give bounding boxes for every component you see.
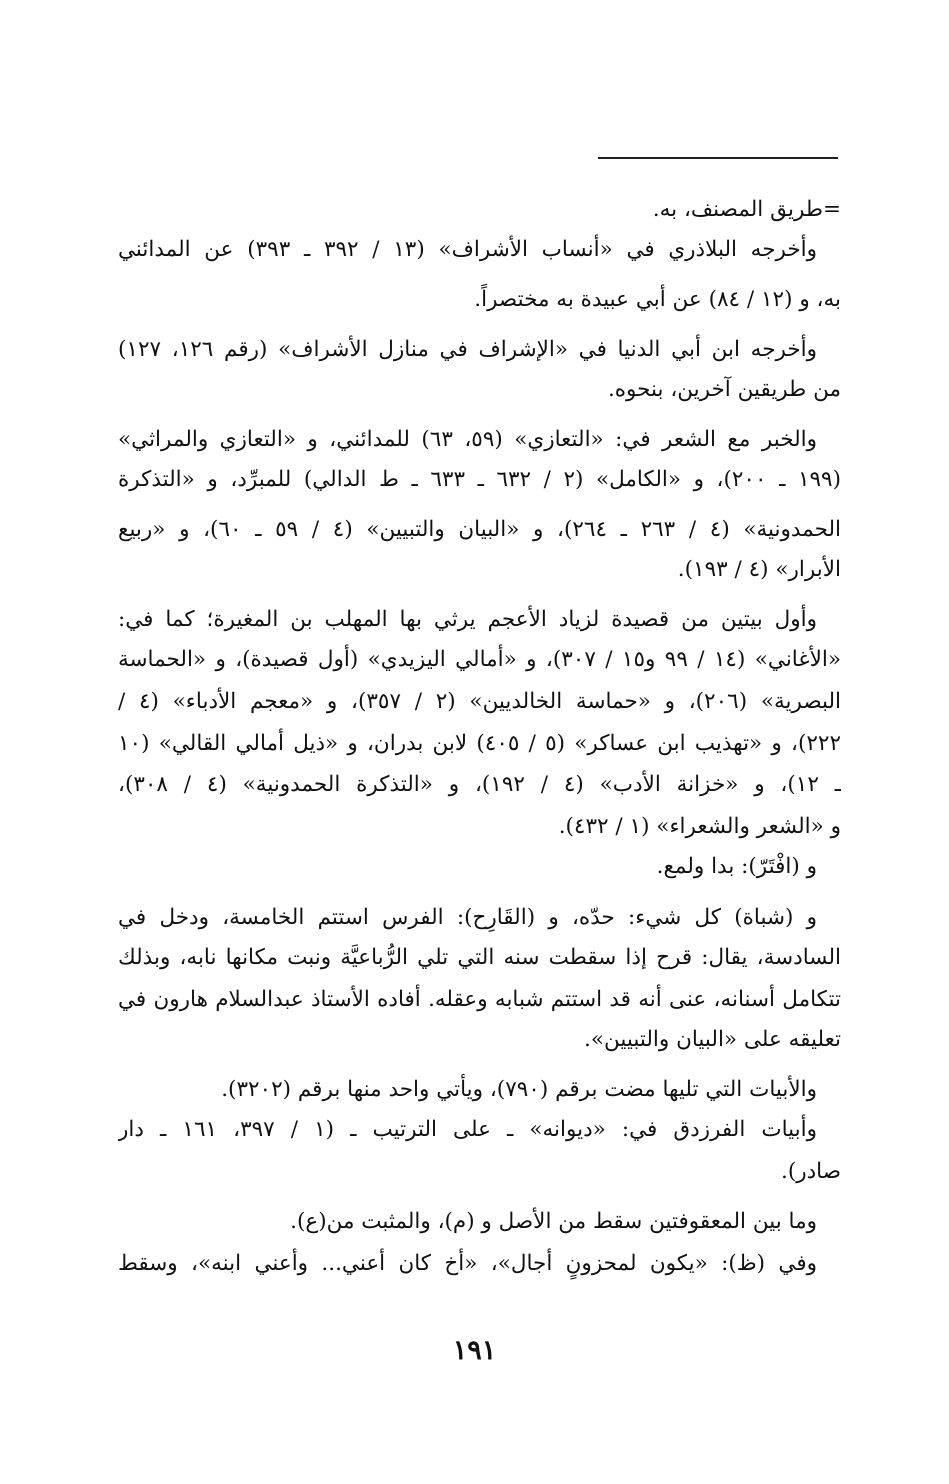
footnote-line: وأبيات الفرزدق في: «ديوانه» ـ على الترتيب ـ (١ / ٣٩٧، ١٦١ ـ دار [118,1117,817,1142]
footnote-line: الأبرار» (٤ / ١٩٣). [677,557,841,582]
footnote-line: و (افْتَرّ): بدا ولمع. [656,854,817,879]
footnote-line: تعليقه على «البيان والتبيين». [584,1027,841,1052]
footnote-line: صادر). [781,1159,841,1184]
page-number: ١٩١ [452,1335,497,1366]
footnote-line: والأبيات التي تليها مضت برقم (٧٩٠)، ويأتي واحد منها برقم (٣٢٠٢). [221,1077,817,1102]
footnote-line: (١٩٩ ـ ٢٠٠)، و «الكامل» (٢ / ٦٣٢ ـ ٦٣٣ ـ ط الدالي) للمبرِّد، و «التذكرة [118,467,841,492]
footnote-line: و «الشعر والشعراء» (١ / ٤٣٢). [558,814,841,839]
footnote-line: الحمدونية» (٤ / ٢٦٣ ـ ٢٦٤)، و «البيان والتبيين» (٤ / ٥٩ ـ ٦٠)، و «ربيع [118,517,841,542]
footnote-line: وفي (ظ): «يكون لمحزونٍ أجال»، «أخ كان أعني... وأعني ابنه»، وسقط [118,1251,817,1276]
footnote-line: والخبر مع الشعر في: «التعازي» (٥٩، ٦٣) للمدائني، و «التعازي والمراثي» [118,427,817,452]
footnote-line: وما بين المعقوفتين سقط من الأصل و (م)، والمثبت من(ع). [290,1209,817,1234]
footnote-line: و (شباة) كل شيء: حدّه، و (القَارِح): الفرس استتم الخامسة، ودخل في [118,905,817,930]
footnote-line: ـ ١٢)، و «خزانة الأدب» (٤ / ١٩٢)، و «التذكرة الحمدونية» (٤ / ٣٠٨)، [118,772,841,797]
footnote-separator [598,157,838,159]
footnote-line: =طريق المصنف، به. [652,197,841,222]
footnote-line: به، و (١٢ / ٨٤) عن أبي عبيدة به مختصراً. [474,287,841,312]
footnote-line: وأخرجه ابن أبي الدنيا في «الإشراف في منازل الأشراف» (رقم ١٢٦، ١٢٧) [118,337,817,362]
footnote-line: وأخرجه البلاذري في «أنساب الأشراف» (١٣ / ٣٩٢ ـ ٣٩٣) عن المدائني [118,237,817,262]
footnote-line: وأول بيتين من قصيدة لزياد الأعجم يرثي بها المهلب بن المغيرة؛ كما في: [118,607,817,632]
footnote-line: البصرية» (٢٠٦)، و «حماسة الخالديين» (٢ / ٣٥٧)، و «معجم الأدباء» (٤ / [118,689,841,714]
footnote-line: ٢٢٢)، و «تهذيب ابن عساكر» (٥ / ٤٠٥) لابن بدران، و «ذيل أمالي القالي» (١٠ [118,731,841,756]
footnote-line: «الأغاني» (١٤ / ٩٩ و١٥ / ٣٠٧)، و «أمالي اليزيدي» (أول قصيدة)، و «الحماسة [118,647,841,672]
footnote-line: تتكامل أسنانه، عنى أنه قد استتم شبابه وعقله. أفاده الأستاذ عبدالسلام هارون في [118,987,841,1012]
footnote-line: من طريقين آخرين، بنحوه. [607,377,841,402]
footnote-line: السادسة، يقال: قرح إذا سقطت سنه التي تلي الرُّباعيَّة ونبت مكانها نابه، وبذلك [118,945,841,970]
